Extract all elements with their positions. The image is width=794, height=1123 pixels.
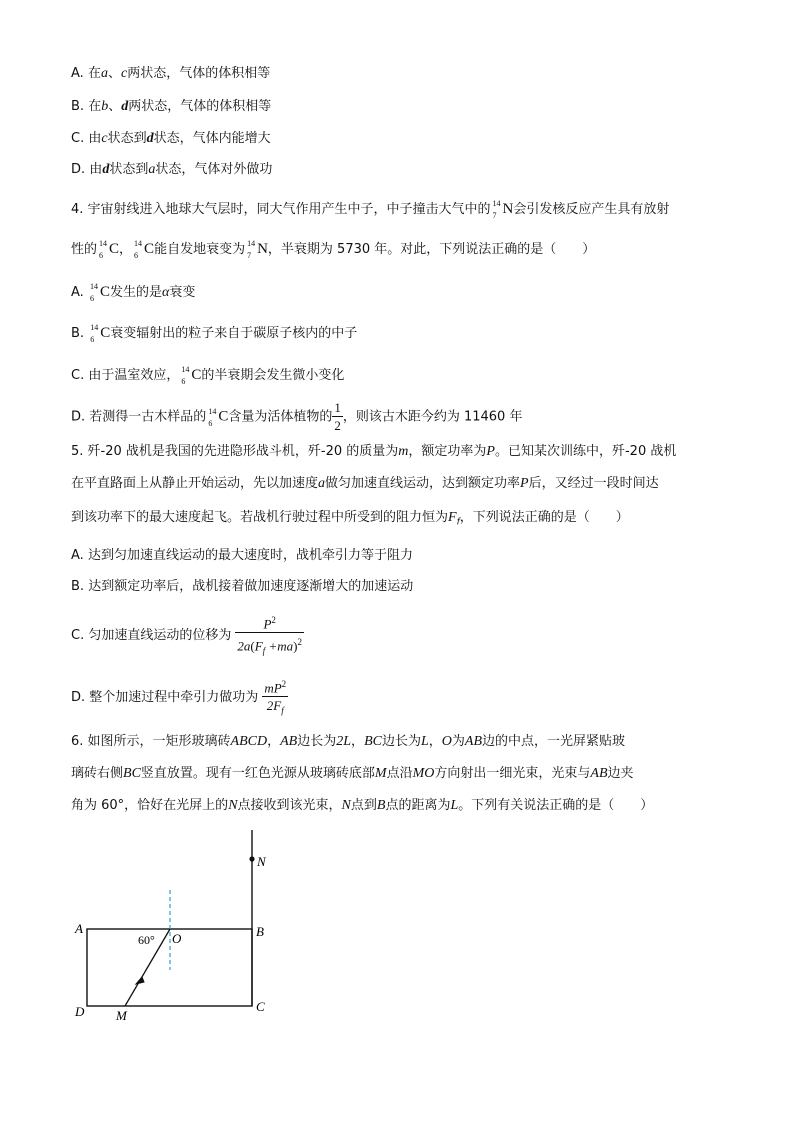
- q5-stem-line2: 在平直路面上从静止开始运动，先以加速度a做匀加速直线运动，达到额定功率P后，又经过一段时间达: [71, 476, 659, 491]
- q4-stem-line2: 性的 14 6 C， 14 6 C能自发地衰变为 14 7 N，半衰期为 5730 年。对此，下列说法正确的是（ ）: [71, 239, 596, 260]
- fraction-one-half: $\frac{1}{2}$: [334, 400, 341, 433]
- q3-option-c: C. 由c状态到d状态，气体内能增大: [71, 131, 271, 146]
- label-angle: 60°: [138, 933, 155, 947]
- q4-option-b: B. 14 6 C衰变辐射出的粒子来自于碳原子核内的中子: [71, 323, 358, 344]
- q6-stem-line2: 璃砖右侧BC竖直放置。现有一红色光源从玻璃砖底部M点沿MO方向射出一细光束，光束与AB边夹: [71, 766, 634, 781]
- q3-option-b: B. 在b、d两状态，气体的体积相等: [71, 99, 272, 114]
- label-m: M: [116, 1008, 127, 1023]
- label-c: C: [256, 999, 265, 1014]
- label-d: D: [75, 1004, 85, 1019]
- glass-brick-figure: [70, 828, 370, 1028]
- q3-option-d: D. 由d状态到a状态，气体对外做功: [71, 162, 273, 177]
- q5-option-b: B. 达到额定功率后，战机接着做加速度逐渐增大的加速运动: [71, 579, 414, 594]
- q5-stem-line1: 5. 歼-20 战机是我国的先进隐形战斗机，歼-20 的质量为m，额定功率为P。已知某次训练中，歼-20 战机: [71, 444, 677, 459]
- label-b: B: [256, 924, 264, 939]
- q5-option-c: C. 匀加速直线运动的位移为 $\frac{P^2}{2a(F_f +ma)^2}$: [71, 612, 304, 659]
- q6-stem-line1: 6. 如图所示，一矩形玻璃砖ABCD，AB边长为2L，BC边长为L，O为AB边的中点，一光屏紧贴玻: [71, 734, 626, 749]
- q5-stem-line3: 到该功率下的最大速度起飞。若战机行驶过程中所受到的阻力恒为$F_f$，下列说法正确的是（ ）: [71, 510, 629, 528]
- label-o: O: [172, 931, 182, 946]
- fraction-displacement: $\frac{P^2}{2a(F_f +ma)^2}$: [235, 612, 304, 659]
- fraction-work: $\frac{mP^2}{2F_f}$: [262, 676, 288, 719]
- q3-option-a: A. 在a、c两状态，气体的体积相等: [71, 66, 271, 81]
- q5-option-a: A. 达到匀加速直线运动的最大速度时，战机牵引力等于阻力: [71, 548, 413, 563]
- q4-option-d: D. 若测得一古木样品的 14 6 C含量为活体植物的 $\frac{1}{2}$ ，则该古木距今约为 11460 年: [71, 400, 523, 433]
- label-a: A: [75, 921, 83, 936]
- q4-option-a: A. 14 6 C发生的是α衰变: [71, 282, 196, 303]
- q6-stem-line3: 角为 60°，恰好在光屏上的N点接收到该光束，N点到B点的距离为L。下列有关说法正确的是（ ）: [71, 798, 654, 813]
- q5-option-d: D. 整个加速过程中牵引力做功为 $\frac{mP^2}{2F_f}$: [71, 676, 288, 719]
- label-n: N: [257, 854, 266, 869]
- q4-option-c: C. 由于温室效应， 14 6 C的半衰期会发生微小变化: [71, 365, 345, 386]
- arrow-head: [136, 977, 144, 984]
- point-n: [249, 856, 254, 861]
- q4-stem-line1: 4. 宇宙射线进入地球大气层时，同大气作用产生中子，中子撞击大气中的 14 7 N会引发核反应产生具有放射: [71, 199, 670, 220]
